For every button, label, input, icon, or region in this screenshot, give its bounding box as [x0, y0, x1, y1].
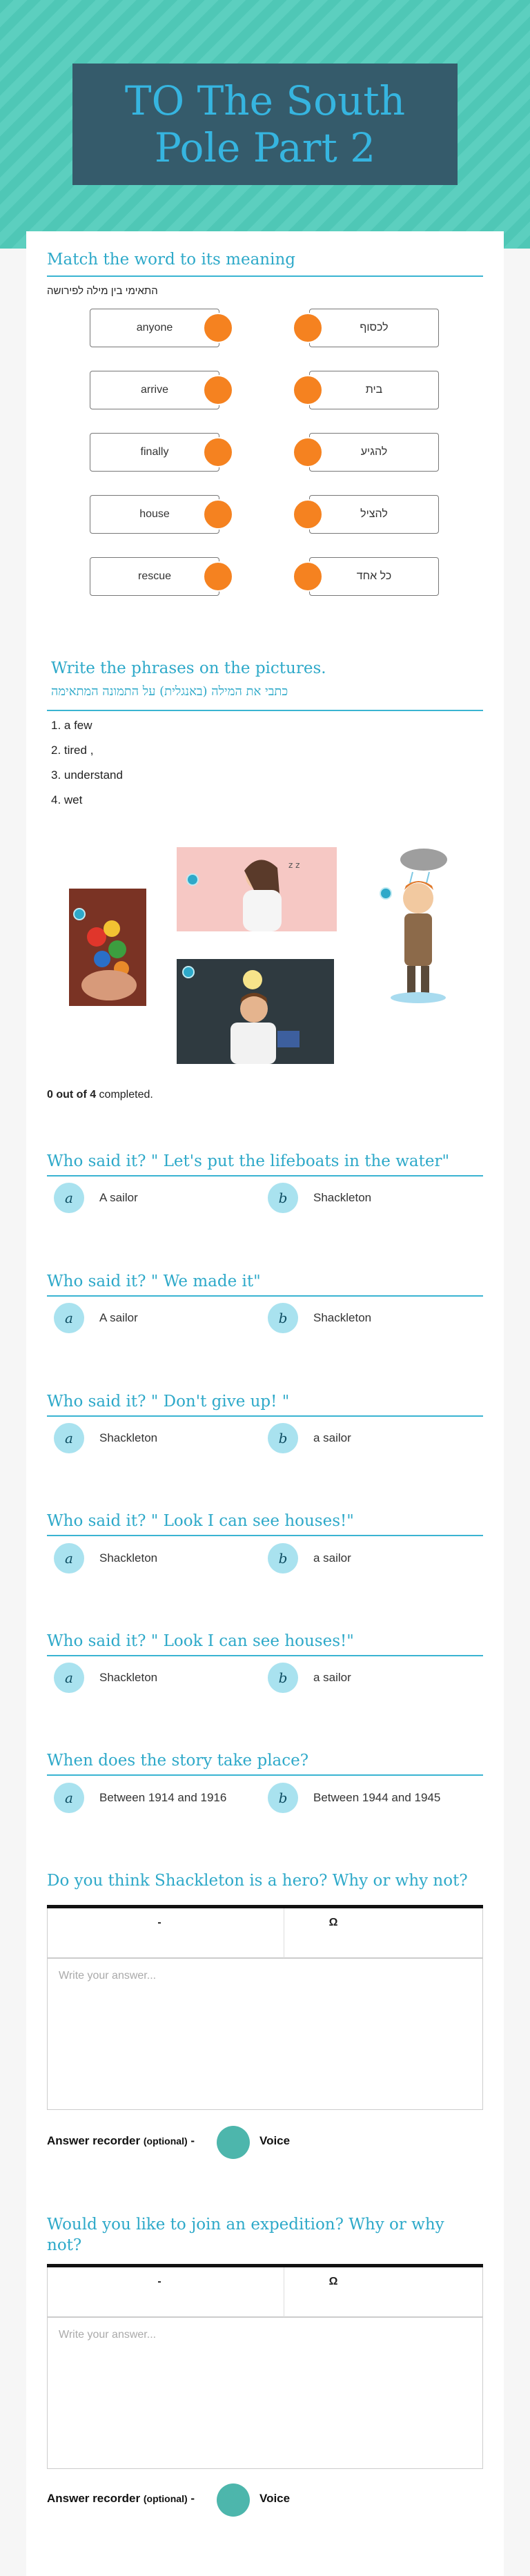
match-connector-left[interactable]	[203, 561, 233, 592]
match-connector-right[interactable]	[293, 561, 323, 592]
phrases-instruction: כתבי את המילה (באנגלית) על התמונה המתאימה	[51, 684, 288, 699]
idea-man-image	[177, 959, 334, 1064]
match-word-arrive[interactable]: arrive	[90, 371, 219, 409]
svg-text:z z: z z	[288, 860, 300, 870]
voice-label: Voice	[259, 2492, 291, 2505]
recorder-dash: -	[187, 2134, 195, 2147]
recorder-label-text: Answer recorder	[47, 2134, 141, 2147]
option-letter-a: a	[54, 1663, 84, 1693]
picture-candies	[69, 889, 146, 1006]
answer-editor	[47, 2264, 483, 2466]
match-meaning-1[interactable]: לכסוף	[309, 309, 439, 347]
phrase-item: 2. tired ,	[51, 744, 94, 757]
wet-boy-image	[374, 844, 462, 1007]
question-title: When does the story take place?	[47, 1752, 309, 1770]
divider	[47, 1774, 483, 1776]
drop-target-pin[interactable]	[380, 887, 392, 900]
question-title: Who said it? " Look I can see houses!"	[47, 1512, 354, 1530]
drop-target-pin[interactable]	[73, 908, 86, 920]
option-text: Shackleton	[99, 1671, 158, 1684]
candies-image	[69, 889, 146, 1006]
match-word-rescue[interactable]: rescue	[90, 557, 219, 596]
match-word-anyone[interactable]: anyone	[90, 309, 219, 347]
recorder-optional: (optional)	[143, 2493, 188, 2504]
answer-option-b[interactable]	[268, 1663, 351, 1693]
voice-label: Voice	[259, 2134, 291, 2147]
divider	[47, 1175, 483, 1176]
question-title: Who said it? " Let's put the lifeboats in the water"	[47, 1152, 450, 1170]
minus-button[interactable]: -	[157, 1917, 161, 1928]
picture-wet	[374, 844, 462, 1007]
minus-button[interactable]: -	[157, 2276, 161, 2287]
option-text: Between 1944 and 1945	[313, 1791, 441, 1804]
divider	[47, 275, 483, 277]
answer-editor	[47, 1905, 483, 2107]
record-button[interactable]	[217, 2483, 250, 2517]
recorder-label-text: Answer recorder	[47, 2492, 141, 2505]
match-meaning-3[interactable]: להגיע	[309, 433, 439, 472]
answer-option-a[interactable]	[54, 1303, 138, 1333]
option-letter-b: b	[268, 1303, 298, 1333]
option-letter-b: b	[268, 1423, 298, 1453]
answer-option-b[interactable]	[268, 1303, 371, 1333]
progress-text	[47, 1089, 153, 1101]
option-text: Shackleton	[313, 1191, 372, 1204]
option-letter-b: b	[268, 1663, 298, 1693]
question-title: Who said it? " Don't give up! "	[47, 1393, 290, 1411]
tired-woman-image	[177, 847, 337, 931]
option-text: A sailor	[99, 1191, 138, 1204]
answer-recorder-label	[47, 2492, 195, 2506]
divider	[47, 1415, 483, 1417]
option-letter-b: b	[268, 1783, 298, 1813]
answer-option-a[interactable]	[54, 1783, 226, 1813]
option-text: a sailor	[313, 1551, 351, 1565]
progress-suffix: completed.	[96, 1089, 153, 1101]
option-text: Shackleton	[313, 1311, 372, 1324]
option-letter-a: a	[54, 1423, 84, 1453]
drop-target-pin[interactable]	[182, 966, 195, 978]
page-title: TO The South Pole Part 2	[124, 77, 406, 171]
option-text: a sailor	[313, 1671, 351, 1684]
match-meaning-2[interactable]: בית	[309, 371, 439, 409]
match-word-house[interactable]: house	[90, 495, 219, 534]
matching-instruction: התאימי בין מילה לפירושה	[47, 285, 158, 297]
divider	[47, 1295, 483, 1297]
worksheet	[26, 231, 504, 2576]
match-connector-right[interactable]	[293, 499, 323, 530]
recorder-dash: -	[187, 2492, 195, 2505]
question-title: Who said it? " We made it"	[47, 1272, 261, 1290]
option-text: A sailor	[99, 1311, 138, 1324]
title-box	[72, 64, 458, 185]
recorder-optional: (optional)	[143, 2136, 188, 2147]
option-text: Between 1914 and 1916	[99, 1791, 227, 1804]
open-question-title: Do you think Shackleton is a hero? Why or why not?	[47, 1872, 468, 1890]
picture-tired	[177, 847, 337, 931]
answer-recorder-label	[47, 2134, 195, 2148]
match-connector-left[interactable]	[203, 499, 233, 530]
record-button[interactable]	[217, 2126, 250, 2159]
matching-title: Match the word to its meaning	[47, 251, 296, 269]
special-characters-button[interactable]: Ω	[328, 1917, 338, 1928]
match-connector-right[interactable]	[293, 375, 323, 405]
picture-understand	[177, 959, 334, 1064]
phrase-item: 1. a few	[51, 719, 92, 732]
match-word-finally[interactable]: finally	[90, 433, 219, 472]
phrase-item: 3. understand	[51, 768, 123, 782]
drop-target-pin[interactable]	[186, 873, 199, 886]
match-meaning-5[interactable]: כל אחד	[309, 557, 439, 596]
option-letter-a: a	[54, 1183, 84, 1213]
answer-textarea[interactable]: Write your answer...	[47, 1958, 483, 2110]
option-letter-b: b	[268, 1183, 298, 1213]
option-text: Shackleton	[99, 1551, 158, 1565]
match-connector-left[interactable]	[203, 375, 233, 405]
answer-option-b[interactable]	[268, 1423, 351, 1453]
editor-toolbar	[47, 1908, 483, 1958]
editor-toolbar	[47, 2267, 483, 2317]
special-characters-button[interactable]: Ω	[328, 2276, 338, 2287]
header-banner	[0, 0, 530, 249]
option-letter-a: a	[54, 1303, 84, 1333]
answer-option-b[interactable]	[268, 1543, 351, 1573]
divider	[47, 1535, 483, 1536]
answer-option-a[interactable]	[54, 1183, 138, 1213]
match-connector-right[interactable]	[293, 313, 323, 343]
divider	[47, 1655, 483, 1656]
match-connector-right[interactable]	[293, 437, 323, 467]
question-title: Who said it? " Look I can see houses!"	[47, 1632, 354, 1650]
option-text: Shackleton	[99, 1431, 158, 1444]
option-text: a sailor	[313, 1431, 351, 1444]
phrases-title: Write the phrases on the pictures.	[51, 659, 326, 677]
option-letter-b: b	[268, 1543, 298, 1573]
phrase-item: 4. wet	[51, 793, 83, 806]
open-question-title: Would you like to join an expedition? Why or why not?	[47, 2216, 444, 2254]
match-meaning-4[interactable]: להציל	[309, 495, 439, 534]
answer-option-a[interactable]	[54, 1423, 157, 1453]
answer-textarea[interactable]: Write your answer...	[47, 2317, 483, 2469]
answer-option-a[interactable]	[54, 1663, 157, 1693]
match-connector-left[interactable]	[203, 313, 233, 343]
divider	[47, 710, 483, 711]
progress-count: 0 out of 4	[47, 1089, 97, 1101]
answer-option-a[interactable]	[54, 1543, 157, 1573]
match-connector-left[interactable]	[203, 437, 233, 467]
option-letter-a: a	[54, 1783, 84, 1813]
answer-option-b[interactable]	[268, 1783, 440, 1813]
option-letter-a: a	[54, 1543, 84, 1573]
answer-option-b[interactable]	[268, 1183, 371, 1213]
